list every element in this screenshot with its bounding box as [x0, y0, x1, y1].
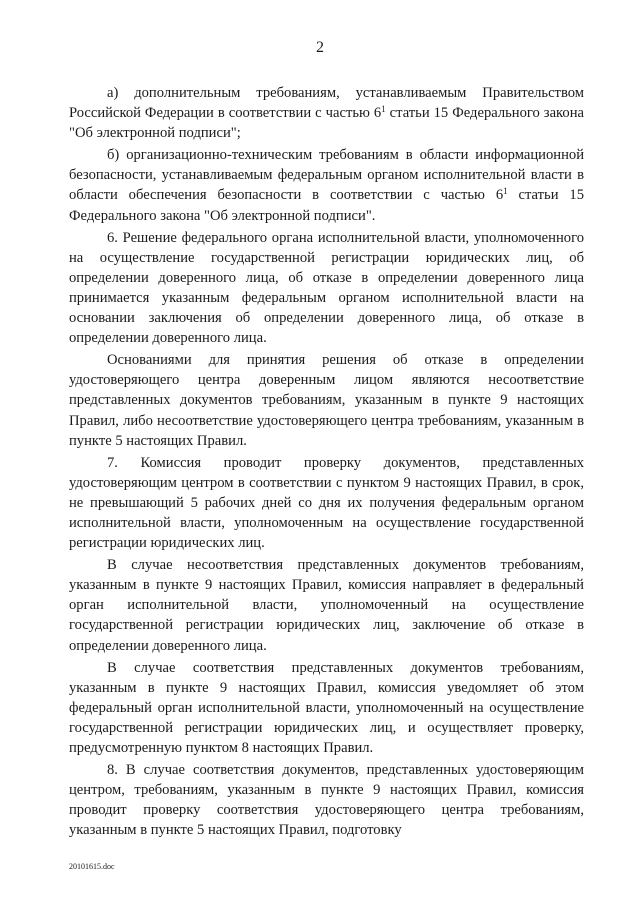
paragraph-b-superscript: 1 [503, 186, 508, 197]
paragraph-a-text-end: статьи 15 Федерального закона "Об электронной подписи"; [69, 105, 584, 142]
page-number: 2 [316, 39, 324, 56]
paragraph-6-grounds: Основаниями для принятия решения об отказе в определении удостоверяющего центра доверенным лицом являются несоответствие представленных документов требованиям, указанным в пункте 9 настоящих Правил, либо несоответствие удостоверяющего центра требованиям, указанным в пункте 5 настоящих Правил. [69, 352, 584, 449]
paragraph-7: 7. Комиссия проводит проверку документов, представленных удостоверяющим центром в соответствии с пунктом 9 настоящих Правил, в срок, не превышающий 5 рабочих дней со дня их получения федеральным органом исполнительной власти, уполномоченным на осуществление государственной регистрации юридических лиц. [69, 454, 584, 552]
paragraph-b-text-end: статьи 15 Федерального закона "Об электронной подписи". [69, 187, 584, 224]
paragraph-8: 8. В случае соответствия документов, представленных удостоверяющим центром, требованиям, указанным в пункте 9 настоящих Правил, комиссия проводит проверку соответствия удостоверяющего центра требованиям, указанным в пункте 5 настоящих Правил, подготовку [69, 762, 584, 839]
document-body [69, 83, 584, 842]
paragraph-a-superscript: 1 [381, 104, 386, 115]
paragraph-a [69, 83, 584, 143]
paragraph-6: 6. Решение федерального органа исполнительной власти, уполномоченного на осуществление государственной регистрации юридических лиц, об определении доверенного лица, об отказе в определении доверенного лица принимается указанным федеральным органом исполнительной власти на основании заключения об определении доверенного лица, об отказе в определении доверенного лица. [69, 229, 584, 347]
paragraph-7-noncompliance: В случае несоответствия представленных документов требованиям, указанным в пункте 9 настоящих Правил, комиссия направляет в федеральный орган исполнительной власти, уполномоченный на осуществление государственной регистрации юридических лиц, заключение об отказе в определении доверенного лица. [69, 557, 584, 654]
paragraph-7-compliance: В случае соответствия представленных документов требованиям, указанным в пункте 9 настоящих Правил, комиссия уведомляет об этом федеральный орган исполнительной власти, уполномоченный на осуществление государственной регистрации юридических лиц, и осуществляет проверку, предусмотренную пунктом 8 настоящих Правил. [69, 659, 584, 756]
paragraph-a-text-start: а) дополнительным требованиям, устанавливаемым Правительством Российской Федерации в соответствии с частью 6 [69, 85, 584, 122]
paragraph-b-text-start: б) организационно-техническим требованиям в области информационной безопасности, устанавливаемым федеральным органом исполнительной власти в области обеспечения безопасности в соответствии с частью 6 [69, 147, 584, 204]
paragraph-b [69, 145, 584, 225]
footer-filename: 20101615.doc [69, 862, 115, 871]
